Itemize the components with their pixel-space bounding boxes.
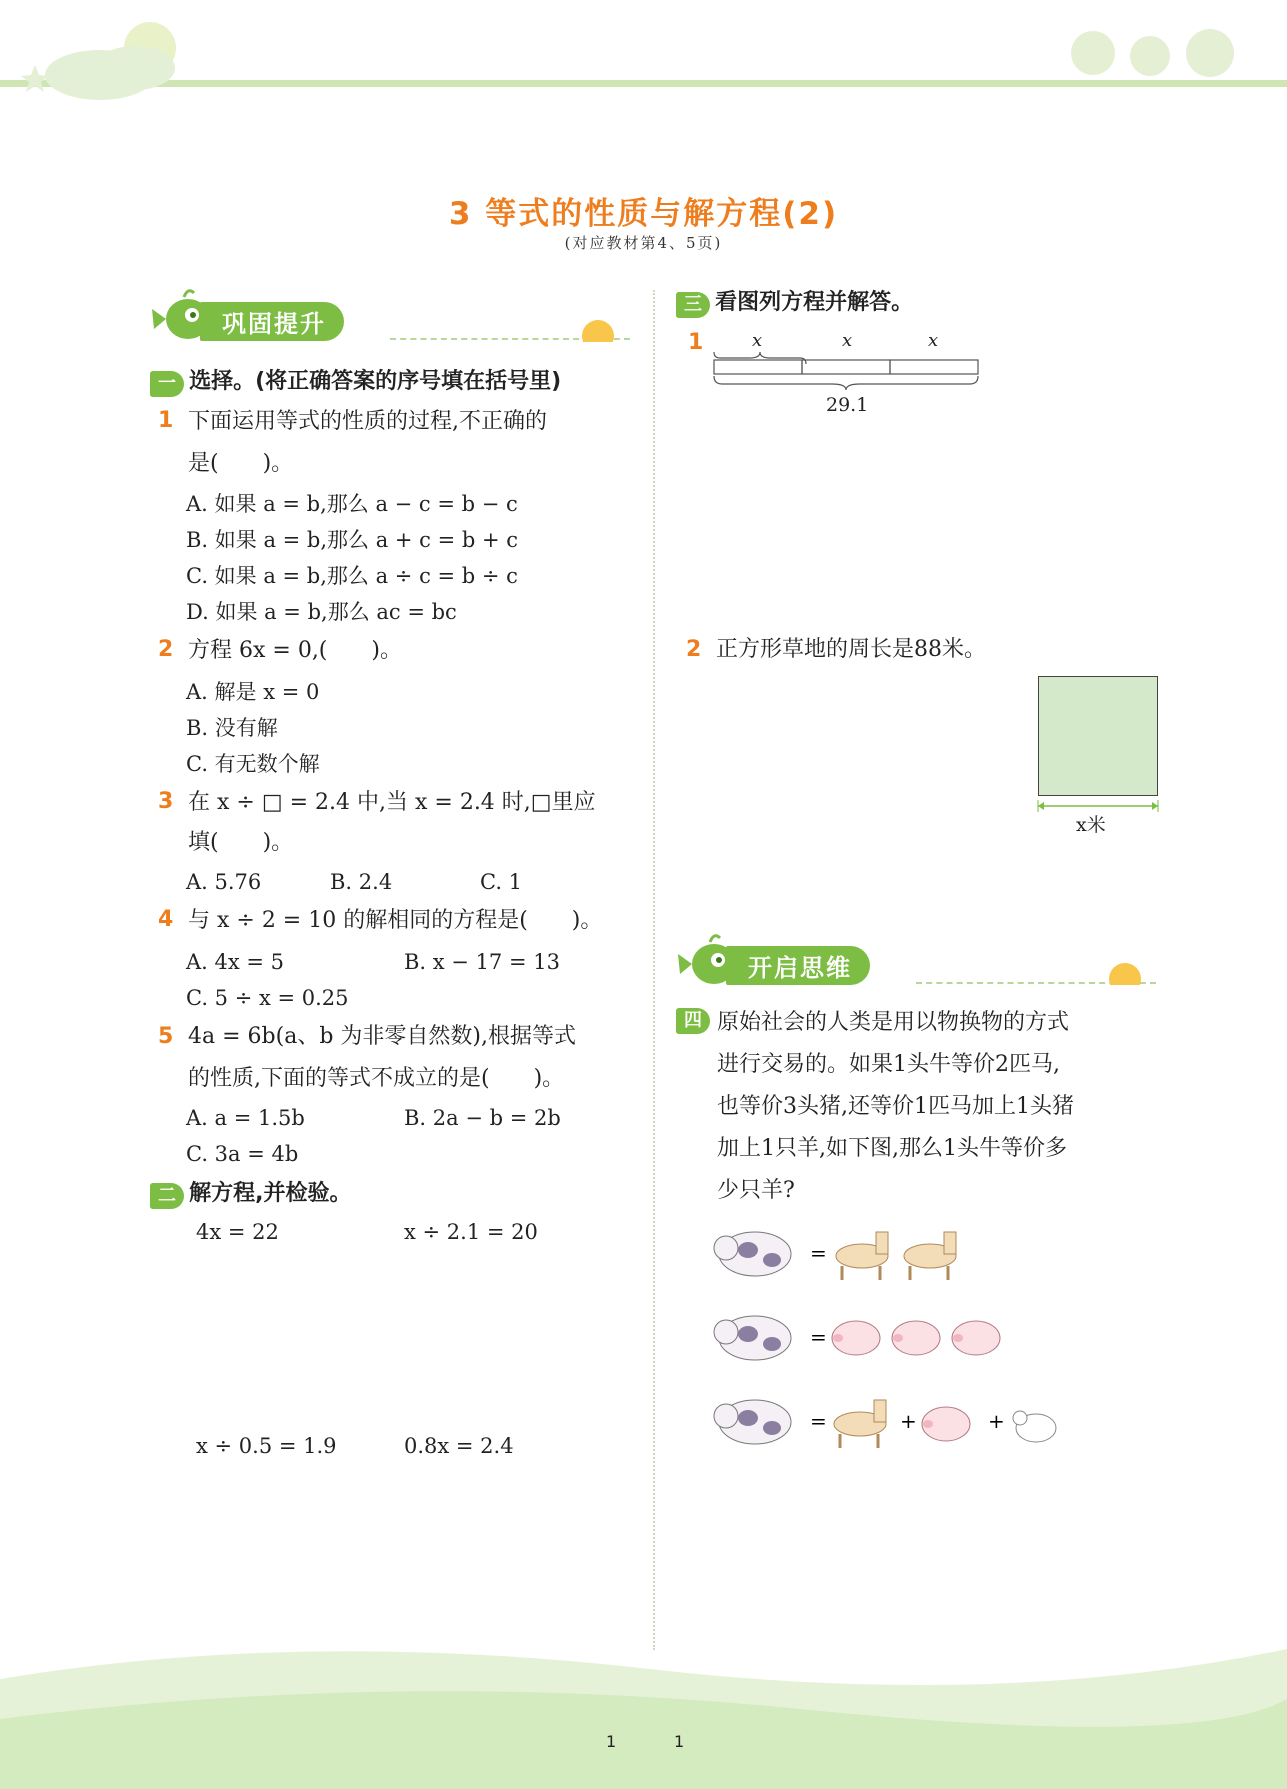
q1-option-d: D. 如果 a = b,那么 ac = bc: [186, 600, 457, 624]
part4-badge: 四: [676, 1008, 710, 1034]
part3-header: [676, 285, 913, 318]
side-label: x米: [1076, 814, 1106, 836]
part3-title: 看图列方程并解答。: [715, 290, 914, 315]
q4-number: 4: [158, 907, 174, 932]
pig-icon: [832, 1321, 880, 1355]
part1-badge: 一: [150, 371, 184, 397]
q3-line1: 在 x ÷ □ = 2.4 中,当 x = 2.4 时,□里应: [188, 790, 596, 815]
page-subtitle: (对应教材第4、5页): [564, 234, 723, 252]
q5-line1: 4a = 6b(a、b 为非零自然数),根据等式: [188, 1024, 576, 1049]
banner-consolidate: 巩固提升: [200, 302, 344, 341]
part4-line-4: 加上1只羊,如下图,那么1头牛等价多: [717, 1136, 1067, 1161]
q2-line1: 方程 6x = 0,( )。: [188, 638, 402, 663]
q3-option-c: C. 1: [480, 870, 523, 894]
q2-option-a: A. 解是 x = 0: [186, 680, 320, 704]
q5-number: 5: [158, 1024, 174, 1049]
banner-thinking: 开启思维: [726, 946, 870, 985]
equation-3: x ÷ 0.5 = 1.9: [196, 1434, 337, 1458]
horse-icon: [836, 1232, 888, 1280]
part4-line-3: 也等价3头猪,还等价1匹马加上1头猪: [717, 1094, 1074, 1119]
p3-q2-text: 正方形草地的周长是88米。: [716, 637, 986, 662]
q3-option-a: A. 5.76: [186, 870, 262, 894]
p3-q2-number: 2: [686, 637, 702, 662]
q1-line2: 是( )。: [188, 451, 294, 476]
q5-line2: 的性质,下面的等式不成立的是( )。: [188, 1066, 565, 1091]
page-number-1: 1: [606, 1732, 617, 1751]
equals-sign-2: =: [810, 1325, 827, 1349]
horse-icon: [834, 1400, 886, 1448]
sun-icon-2: [1105, 955, 1145, 985]
segment-label-1: x: [752, 330, 763, 351]
q4-line1: 与 x ÷ 2 = 10 的解相同的方程是( )。: [188, 908, 603, 933]
q2-option-c: C. 有无数个解: [186, 752, 320, 776]
segment-diagram: [710, 350, 980, 390]
equals-sign-3: =: [810, 1409, 827, 1433]
q5-option-c: C. 3a = 4b: [186, 1142, 299, 1166]
cloud-sun-decoration: [20, 10, 210, 110]
plus-sign-1: +: [900, 1409, 917, 1433]
animal-equations: [710, 1222, 1090, 1462]
q2-option-b: B. 没有解: [186, 716, 278, 740]
column-divider: [653, 290, 655, 1650]
p3-q1-number: 1: [688, 330, 704, 355]
q5-option-a: A. a = 1.5b: [186, 1106, 305, 1130]
part4-line-2: 进行交易的。如果1头牛等价2匹马,: [717, 1052, 1060, 1077]
q5-option-b: B. 2a − b = 2b: [404, 1106, 561, 1130]
segment-label-2: x: [842, 330, 853, 351]
pig-icon: [892, 1321, 940, 1355]
segment-total: 29.1: [826, 394, 869, 416]
equation-4: 0.8x = 2.4: [404, 1434, 514, 1458]
page-number-2: 1: [674, 1732, 685, 1751]
part2-badge: 二: [150, 1183, 184, 1209]
cow-icon: [714, 1232, 791, 1276]
q4-option-a: A. 4x = 5: [186, 950, 285, 974]
animal-faces-decoration: [1055, 18, 1255, 83]
q1-option-a: A. 如果 a = b,那么 a − c = b − c: [186, 492, 518, 516]
part1-title: 选择。(将正确答案的序号填在括号里): [189, 369, 562, 394]
page-title: 3 等式的性质与解方程(2): [448, 196, 839, 232]
q3-line2: 填( )。: [188, 830, 294, 855]
sun-icon: [578, 312, 618, 342]
equals-sign-1: =: [810, 1241, 827, 1265]
part2-header: [150, 1176, 351, 1209]
equation-1: 4x = 22: [196, 1220, 279, 1244]
part1-header: [150, 364, 561, 397]
segment-label-3: x: [928, 330, 939, 351]
part4-line-5: 少只羊?: [717, 1178, 795, 1203]
q1-option-b: B. 如果 a = b,那么 a + c = b + c: [186, 528, 519, 552]
q4-option-b: B. x − 17 = 13: [404, 950, 560, 974]
part4-line-1: 原始社会的人类是用以物换物的方式: [717, 1010, 1070, 1035]
q2-number: 2: [158, 637, 174, 662]
plus-sign-2: +: [988, 1409, 1005, 1433]
sheep-icon: [1013, 1411, 1056, 1442]
q3-option-b: B. 2.4: [330, 870, 393, 894]
q4-option-c: C. 5 ÷ x = 0.25: [186, 986, 349, 1010]
pig-icon: [922, 1407, 970, 1441]
cow-icon: [714, 1316, 791, 1360]
part2-title: 解方程,并检验。: [189, 1181, 352, 1206]
q1-option-c: C. 如果 a = b,那么 a ÷ c = b ÷ c: [186, 564, 518, 588]
q1-number: 1: [158, 408, 174, 433]
equation-2: x ÷ 2.1 = 20: [404, 1220, 538, 1244]
q3-number: 3: [158, 789, 174, 814]
grass-square: [1038, 676, 1158, 796]
part3-badge: 三: [676, 292, 710, 318]
q1-line1: 下面运用等式的性质的过程,不正确的: [188, 409, 547, 434]
pig-icon: [952, 1321, 1000, 1355]
footer-hills: [0, 1609, 1287, 1789]
horse-icon: [904, 1232, 956, 1280]
cow-icon: [714, 1400, 791, 1444]
part4-badge-wrap: [676, 1008, 710, 1034]
